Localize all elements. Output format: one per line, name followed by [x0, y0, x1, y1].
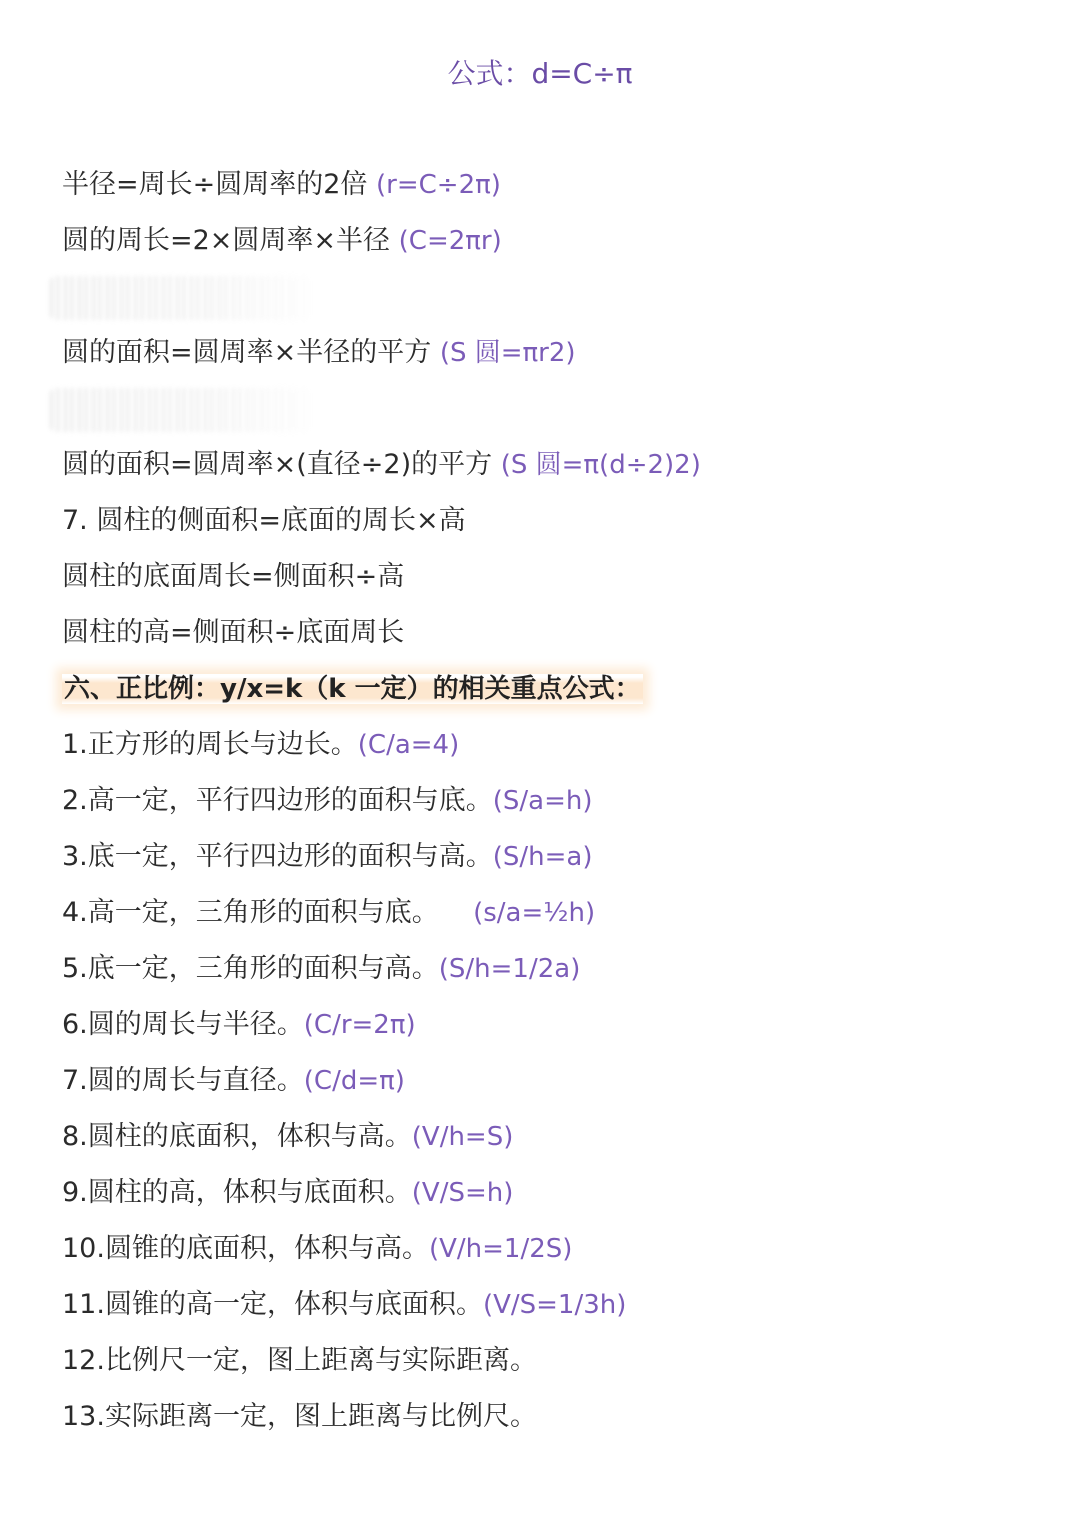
line-formula: (C=2πr) [398, 226, 502, 256]
item-formula: (C/d=π) [303, 1066, 405, 1096]
item-formula: (V/S=1/3h) [482, 1290, 627, 1320]
item-text: 11.圆锥的高一定，体积与底面积。 [62, 1289, 483, 1320]
section-heading [62, 664, 643, 714]
line-text: 圆的面积=圆周率×(直径÷2)的平方 [62, 449, 501, 480]
list-item [62, 1112, 513, 1162]
line-text: 7. 圆柱的侧面积=底面的周长×高 [62, 505, 466, 536]
item-formula: (V/S=h) [411, 1178, 514, 1208]
section-heading-text: 六、正比例：y/x=k（k 一定）的相关重点公式： [64, 674, 641, 704]
line-text: 半径=周长÷圆周率的2倍 [62, 169, 377, 200]
line-text: 圆的周长=2×圆周率×半径 [62, 225, 399, 256]
formula-line-area-radius [62, 328, 576, 378]
item-formula: (S/h=1/2a) [438, 954, 581, 984]
formula-line-cylinder-lateral [62, 496, 466, 546]
line-formula: (S 圆=πr2) [439, 338, 576, 368]
page-title: 公式：d=C÷π [447, 57, 633, 90]
item-formula: (C/r=2π) [303, 1010, 416, 1040]
line-formula: (r=C÷2π) [376, 170, 501, 200]
item-formula: (V/h=1/2S) [428, 1234, 573, 1264]
list-item [62, 832, 593, 882]
line-text: 圆柱的底面周长=侧面积÷高 [62, 561, 405, 592]
formula-line-circumference [62, 216, 502, 266]
list-item [62, 888, 595, 938]
blurred-line [50, 276, 310, 320]
item-text: 9.圆柱的高，体积与底面积。 [62, 1177, 412, 1208]
list-item [62, 720, 459, 770]
line-text: 圆的面积=圆周率×半径的平方 [62, 337, 440, 368]
list-item [62, 1168, 513, 1218]
list-item [62, 1056, 405, 1106]
item-text: 12.比例尺一定，图上距离与实际距离。 [62, 1345, 537, 1376]
item-formula: (C/a=4) [357, 730, 460, 760]
line-formula: (S 圆=π(d÷2)2) [500, 450, 701, 480]
item-text: 3.底一定，平行四边形的面积与高。 [62, 841, 493, 872]
list-item [62, 1280, 626, 1330]
list-item [62, 944, 580, 994]
list-item [62, 1392, 537, 1442]
item-text: 13.实际距离一定，图上距离与比例尺。 [62, 1401, 537, 1432]
item-text: 4.高一定，三角形的面积与底。 [62, 897, 474, 928]
item-formula: (V/h=S) [411, 1122, 514, 1152]
item-text: 6.圆的周长与半径。 [62, 1009, 304, 1040]
item-text: 7.圆的周长与直径。 [62, 1065, 304, 1096]
item-text: 1.正方形的周长与边长。 [62, 729, 358, 760]
item-text: 5.底一定，三角形的面积与高。 [62, 953, 439, 984]
formula-line-cylinder-base-perimeter [62, 552, 404, 602]
item-text: 8.圆柱的底面积，体积与高。 [62, 1121, 412, 1152]
item-formula: (S/a=h) [492, 786, 593, 816]
list-item [62, 1000, 416, 1050]
item-text: 10.圆锥的底面积，体积与高。 [62, 1233, 429, 1264]
list-item [62, 776, 593, 826]
item-formula: (S/h=a) [492, 842, 593, 872]
line-text: 圆柱的高=侧面积÷底面周长 [62, 617, 405, 648]
formula-line-area-diameter [62, 440, 701, 490]
item-formula: (s/a=½h) [473, 898, 596, 928]
blurred-line [50, 388, 310, 432]
formula-line-cylinder-height [62, 608, 404, 658]
list-item [62, 1336, 537, 1386]
list-item [62, 1224, 572, 1274]
item-text: 2.高一定，平行四边形的面积与底。 [62, 785, 493, 816]
formula-line-radius [62, 160, 501, 210]
